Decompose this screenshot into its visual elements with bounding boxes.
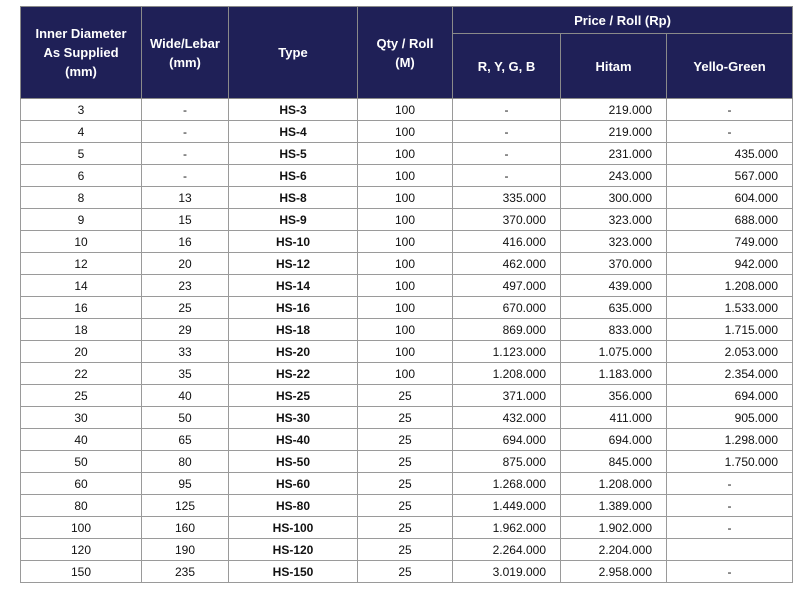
cell-wide: - <box>142 165 229 187</box>
table-row <box>21 143 793 165</box>
cell-diameter: 120 <box>21 539 142 561</box>
table-row <box>21 341 793 363</box>
cell-wide: - <box>142 121 229 143</box>
cell-diameter: 6 <box>21 165 142 187</box>
cell-diameter: 10 <box>21 231 142 253</box>
header-inner-diameter-line1: Inner Diameter <box>35 26 127 41</box>
cell-price-yellogreen: 2.053.000 <box>667 341 793 363</box>
cell-price-hitam: 323.000 <box>561 209 667 231</box>
header-price-hitam: Hitam <box>561 34 667 99</box>
cell-diameter: 20 <box>21 341 142 363</box>
cell-price-hitam: 833.000 <box>561 319 667 341</box>
cell-price-hitam: 356.000 <box>561 385 667 407</box>
cell-qty: 100 <box>358 319 453 341</box>
cell-price-yellogreen: - <box>667 561 793 583</box>
cell-price-ryg: 371.000 <box>453 385 561 407</box>
cell-price-yellogreen: 567.000 <box>667 165 793 187</box>
cell-price-hitam: 1.208.000 <box>561 473 667 495</box>
cell-price-ryg: 1.449.000 <box>453 495 561 517</box>
header-price-yellogreen: Yello-Green <box>667 34 793 99</box>
table-row <box>21 319 793 341</box>
table-row <box>21 495 793 517</box>
cell-price-hitam: 1.389.000 <box>561 495 667 517</box>
cell-qty: 100 <box>358 165 453 187</box>
cell-price-yellogreen: - <box>667 99 793 121</box>
cell-qty: 25 <box>358 495 453 517</box>
cell-wide: 160 <box>142 517 229 539</box>
cell-wide: 50 <box>142 407 229 429</box>
table-row <box>21 165 793 187</box>
cell-type: HS-14 <box>229 275 358 297</box>
table-row <box>21 209 793 231</box>
cell-price-ryg: 462.000 <box>453 253 561 275</box>
cell-wide: 40 <box>142 385 229 407</box>
cell-price-ryg: 869.000 <box>453 319 561 341</box>
cell-qty: 100 <box>358 187 453 209</box>
cell-price-ryg: - <box>453 121 561 143</box>
cell-price-ryg: 1.268.000 <box>453 473 561 495</box>
cell-price-yellogreen: - <box>667 121 793 143</box>
cell-wide: - <box>142 99 229 121</box>
cell-price-hitam: 694.000 <box>561 429 667 451</box>
cell-qty: 25 <box>358 517 453 539</box>
cell-wide: 23 <box>142 275 229 297</box>
cell-type: HS-9 <box>229 209 358 231</box>
cell-type: HS-5 <box>229 143 358 165</box>
table-row <box>21 253 793 275</box>
cell-price-hitam: 411.000 <box>561 407 667 429</box>
cell-diameter: 100 <box>21 517 142 539</box>
cell-price-hitam: 370.000 <box>561 253 667 275</box>
cell-qty: 100 <box>358 121 453 143</box>
cell-qty: 25 <box>358 407 453 429</box>
cell-diameter: 14 <box>21 275 142 297</box>
cell-wide: 235 <box>142 561 229 583</box>
cell-price-yellogreen: 1.750.000 <box>667 451 793 473</box>
cell-price-hitam: 219.000 <box>561 99 667 121</box>
cell-wide: 80 <box>142 451 229 473</box>
cell-qty: 100 <box>358 275 453 297</box>
cell-diameter: 5 <box>21 143 142 165</box>
cell-type: HS-80 <box>229 495 358 517</box>
cell-price-hitam: 1.902.000 <box>561 517 667 539</box>
cell-price-ryg: - <box>453 143 561 165</box>
cell-price-hitam: 231.000 <box>561 143 667 165</box>
cell-diameter: 50 <box>21 451 142 473</box>
cell-wide: - <box>142 143 229 165</box>
cell-diameter: 30 <box>21 407 142 429</box>
cell-price-ryg: 416.000 <box>453 231 561 253</box>
cell-price-hitam: 243.000 <box>561 165 667 187</box>
cell-qty: 100 <box>358 99 453 121</box>
table-row <box>21 539 793 561</box>
header-wide-line1: Wide/Lebar <box>150 35 220 51</box>
cell-type: HS-25 <box>229 385 358 407</box>
cell-price-yellogreen: - <box>667 495 793 517</box>
cell-qty: 100 <box>358 341 453 363</box>
cell-price-hitam: 1.183.000 <box>561 363 667 385</box>
price-table-container <box>20 6 793 583</box>
cell-diameter: 22 <box>21 363 142 385</box>
cell-price-ryg: 1.123.000 <box>453 341 561 363</box>
header-price-group: Price / Roll (Rp) <box>453 7 793 34</box>
cell-type: HS-3 <box>229 99 358 121</box>
cell-price-yellogreen: 1.298.000 <box>667 429 793 451</box>
cell-price-hitam: 219.000 <box>561 121 667 143</box>
cell-qty: 25 <box>358 561 453 583</box>
cell-price-ryg: - <box>453 165 561 187</box>
cell-price-hitam: 439.000 <box>561 275 667 297</box>
table-row <box>21 385 793 407</box>
cell-price-yellogreen: 749.000 <box>667 231 793 253</box>
cell-type: HS-6 <box>229 165 358 187</box>
cell-type: HS-150 <box>229 561 358 583</box>
cell-qty: 100 <box>358 363 453 385</box>
cell-qty: 100 <box>358 143 453 165</box>
cell-wide: 33 <box>142 341 229 363</box>
cell-qty: 25 <box>358 539 453 561</box>
cell-diameter: 9 <box>21 209 142 231</box>
table-body <box>21 99 793 583</box>
header-row-top <box>21 7 793 34</box>
cell-price-ryg: - <box>453 99 561 121</box>
cell-wide: 190 <box>142 539 229 561</box>
cell-type: HS-22 <box>229 363 358 385</box>
cell-price-ryg: 3.019.000 <box>453 561 561 583</box>
table-row <box>21 297 793 319</box>
header-qty <box>358 7 453 99</box>
cell-diameter: 150 <box>21 561 142 583</box>
header-inner-diameter-line3: (mm) <box>65 64 97 79</box>
cell-type: HS-40 <box>229 429 358 451</box>
cell-diameter: 60 <box>21 473 142 495</box>
cell-type: HS-100 <box>229 517 358 539</box>
cell-qty: 25 <box>358 385 453 407</box>
header-wide-line2: (mm) <box>169 54 201 70</box>
cell-price-ryg: 875.000 <box>453 451 561 473</box>
cell-price-ryg: 1.962.000 <box>453 517 561 539</box>
cell-price-yellogreen: 1.533.000 <box>667 297 793 319</box>
cell-wide: 125 <box>142 495 229 517</box>
cell-price-hitam: 845.000 <box>561 451 667 473</box>
cell-wide: 20 <box>142 253 229 275</box>
table-row <box>21 363 793 385</box>
cell-wide: 16 <box>142 231 229 253</box>
cell-price-hitam: 1.075.000 <box>561 341 667 363</box>
cell-type: HS-4 <box>229 121 358 143</box>
cell-price-yellogreen: 905.000 <box>667 407 793 429</box>
cell-diameter: 18 <box>21 319 142 341</box>
cell-wide: 35 <box>142 363 229 385</box>
cell-wide: 25 <box>142 297 229 319</box>
cell-price-ryg: 670.000 <box>453 297 561 319</box>
cell-price-hitam: 300.000 <box>561 187 667 209</box>
cell-price-yellogreen: - <box>667 517 793 539</box>
header-inner-diameter-line2: As Supplied <box>43 45 119 60</box>
cell-diameter: 12 <box>21 253 142 275</box>
cell-wide: 13 <box>142 187 229 209</box>
table-row <box>21 517 793 539</box>
cell-type: HS-30 <box>229 407 358 429</box>
header-qty-line1: Qty / Roll <box>376 35 434 51</box>
cell-diameter: 8 <box>21 187 142 209</box>
cell-qty: 100 <box>358 209 453 231</box>
cell-diameter: 16 <box>21 297 142 319</box>
cell-price-ryg: 370.000 <box>453 209 561 231</box>
cell-price-hitam: 323.000 <box>561 231 667 253</box>
cell-price-hitam: 635.000 <box>561 297 667 319</box>
cell-price-ryg: 335.000 <box>453 187 561 209</box>
cell-diameter: 4 <box>21 121 142 143</box>
table-row <box>21 429 793 451</box>
cell-type: HS-12 <box>229 253 358 275</box>
cell-type: HS-120 <box>229 539 358 561</box>
cell-diameter: 3 <box>21 99 142 121</box>
cell-price-yellogreen: 1.208.000 <box>667 275 793 297</box>
cell-wide: 65 <box>142 429 229 451</box>
header-type: Type <box>229 7 358 99</box>
header-qty-line2: (M) <box>395 54 415 70</box>
cell-diameter: 25 <box>21 385 142 407</box>
header-inner-diameter <box>21 7 142 99</box>
table-row <box>21 99 793 121</box>
header-price-ryg: R, Y, G, B <box>453 34 561 99</box>
cell-qty: 100 <box>358 231 453 253</box>
table-row <box>21 187 793 209</box>
cell-diameter: 40 <box>21 429 142 451</box>
table-row <box>21 275 793 297</box>
cell-price-ryg: 497.000 <box>453 275 561 297</box>
cell-price-ryg: 2.264.000 <box>453 539 561 561</box>
cell-type: HS-16 <box>229 297 358 319</box>
cell-qty: 25 <box>358 473 453 495</box>
price-table <box>20 6 793 583</box>
cell-qty: 100 <box>358 297 453 319</box>
cell-wide: 29 <box>142 319 229 341</box>
cell-price-ryg: 1.208.000 <box>453 363 561 385</box>
cell-wide: 95 <box>142 473 229 495</box>
cell-diameter: 80 <box>21 495 142 517</box>
cell-price-yellogreen: 694.000 <box>667 385 793 407</box>
cell-price-yellogreen: 1.715.000 <box>667 319 793 341</box>
cell-price-hitam: 2.204.000 <box>561 539 667 561</box>
cell-price-hitam: 2.958.000 <box>561 561 667 583</box>
cell-qty: 25 <box>358 429 453 451</box>
cell-type: HS-60 <box>229 473 358 495</box>
cell-qty: 25 <box>358 451 453 473</box>
cell-type: HS-8 <box>229 187 358 209</box>
header-wide <box>142 7 229 99</box>
cell-wide: 15 <box>142 209 229 231</box>
cell-price-yellogreen: 688.000 <box>667 209 793 231</box>
table-row <box>21 231 793 253</box>
cell-type: HS-50 <box>229 451 358 473</box>
cell-price-yellogreen: 604.000 <box>667 187 793 209</box>
table-row <box>21 407 793 429</box>
table-row <box>21 473 793 495</box>
cell-qty: 100 <box>358 253 453 275</box>
cell-type: HS-10 <box>229 231 358 253</box>
cell-price-ryg: 432.000 <box>453 407 561 429</box>
cell-price-ryg: 694.000 <box>453 429 561 451</box>
cell-type: HS-20 <box>229 341 358 363</box>
cell-price-yellogreen: 942.000 <box>667 253 793 275</box>
cell-price-yellogreen: - <box>667 473 793 495</box>
cell-price-yellogreen: 2.354.000 <box>667 363 793 385</box>
table-row <box>21 451 793 473</box>
table-row <box>21 121 793 143</box>
cell-price-yellogreen <box>667 539 793 561</box>
cell-type: HS-18 <box>229 319 358 341</box>
table-row <box>21 561 793 583</box>
cell-price-yellogreen: 435.000 <box>667 143 793 165</box>
